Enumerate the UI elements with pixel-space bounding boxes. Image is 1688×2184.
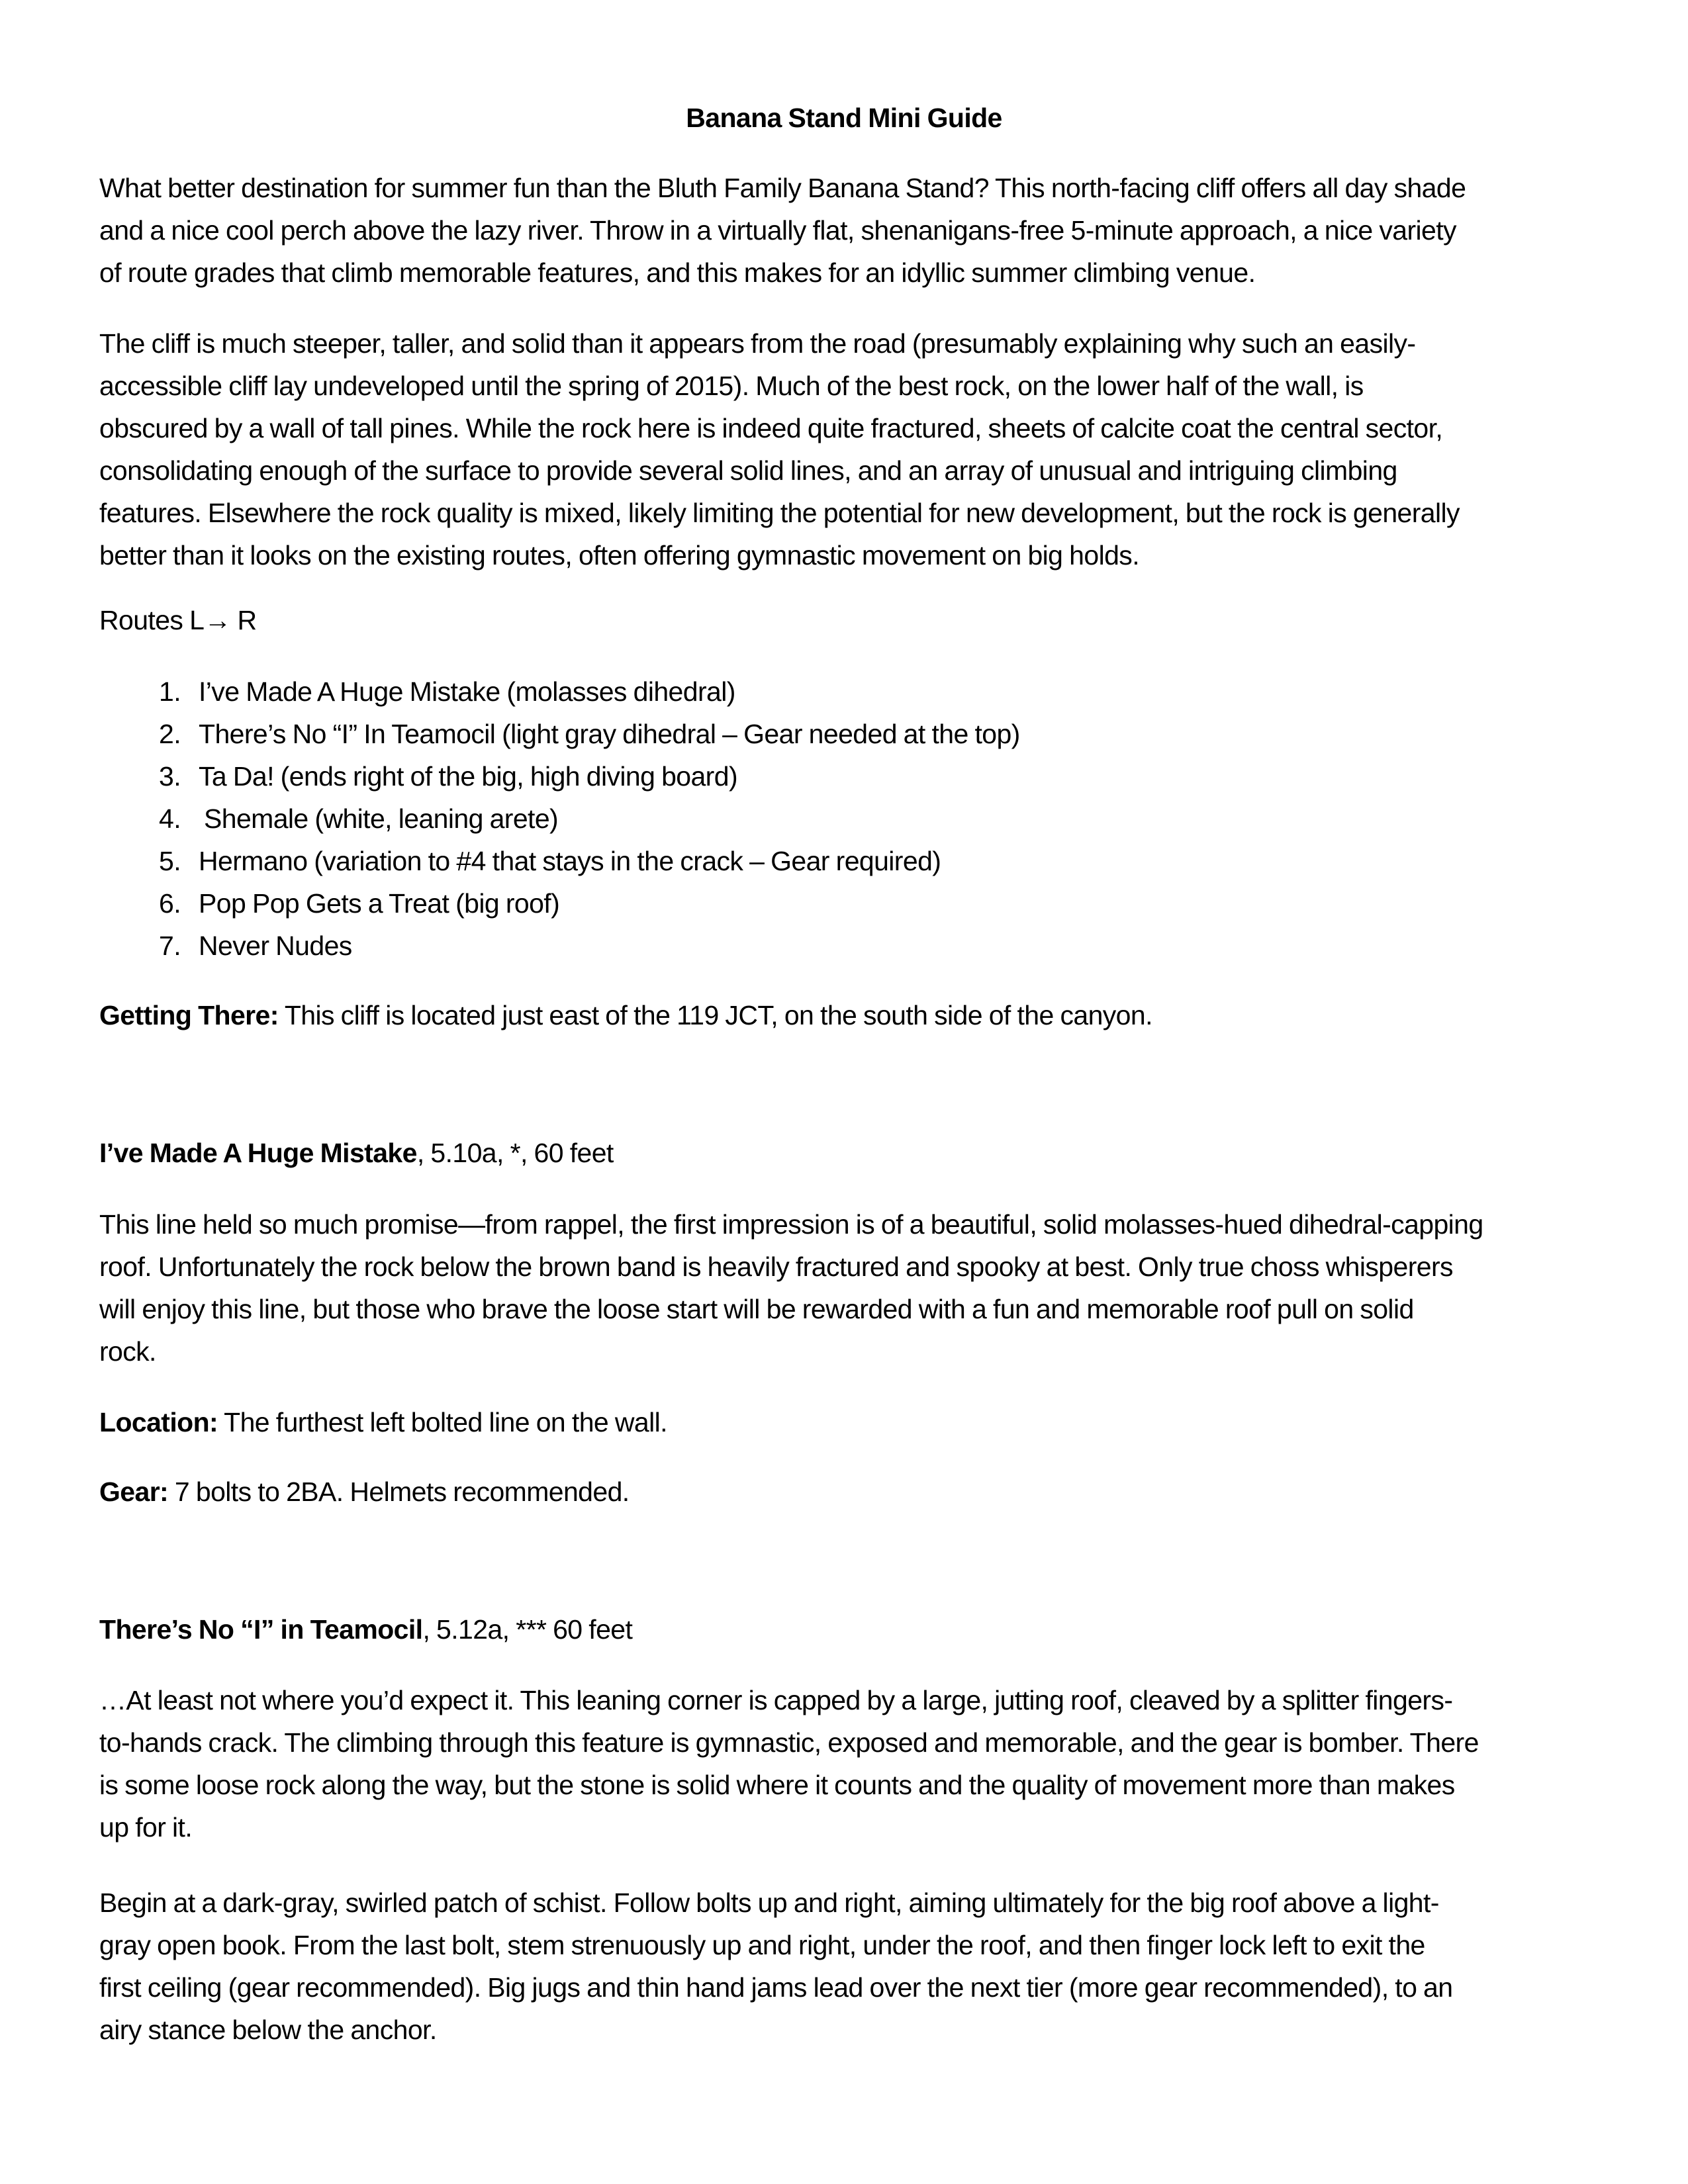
text-line: rock. [99,1336,156,1367]
list-number: 4. [159,803,181,834]
text-line: What better destination for summer fun than the Bluth Family Banana Stand? This north-facing cliff offers all day shade [99,173,1466,203]
getting-there [99,994,1589,1036]
text-line: features. Elsewhere the rock quality is mixed, likely limiting the potential for new development, but the rock is generally [99,498,1460,528]
text-line: first ceiling (gear recommended). Big jugs and thin hand jams lead over the next tier (more gear recommended), to an [99,1972,1453,2003]
list-text: Pop Pop Gets a Treat (big roof) [199,888,560,919]
list-text: Never Nudes [199,931,352,961]
location-label: Location: [99,1407,218,1437]
list-text: Hermano (variation to #4 that stays in the crack – Gear required) [199,846,941,876]
list-item [99,840,1020,882]
routes-heading [99,599,257,641]
list-number: 7. [159,931,181,961]
route-name: I’ve Made A Huge Mistake [99,1138,417,1168]
text-line: obscured by a wall of tall pines. While the rock here is indeed quite fractured, sheets of calcite coat the central sector, [99,413,1443,443]
gear-text: 7 bolts to 2BA. Helmets recommended. [168,1477,630,1507]
gear-label: Gear: [99,1477,169,1507]
list-item [99,670,1020,713]
route-2-description-2 [99,1882,1589,2051]
route-1-location [99,1401,1589,1443]
list-text: There’s No “I” In Teamocil (light gray dihedral – Gear needed at the top) [199,719,1020,749]
list-item [99,713,1020,755]
right-arrow-icon: → [204,605,231,635]
text-line: of route grades that climb memorable features, and this makes for an idyllic summer climbing venue. [99,257,1256,288]
text-line: The cliff is much steeper, taller, and solid than it appears from the road (presumably explaining why such an easily- [99,328,1416,359]
text-line: roof. Unfortunately the rock below the brown band is heavily fractured and spooky at best. Only true choss whisperers [99,1251,1453,1282]
text-line: accessible cliff lay undeveloped until the spring of 2015). Much of the best rock, on the lower half of the wall, is [99,371,1364,401]
list-number: 1. [159,676,181,707]
routes-list [99,670,1020,967]
list-number: 3. [159,761,181,792]
text-line: and a nice cool perch above the lazy river. Throw in a virtually flat, shenanigans-free 5-minute approach, a nice variety [99,215,1456,246]
text-line: …At least not where you’d expect it. This leaning corner is capped by a large, jutting roof, cleaved by a splitter fingers- [99,1685,1453,1715]
text-line: consolidating enough of the surface to provide several solid lines, and an array of unusual and intriguing climbing [99,455,1397,486]
routes-heading-suffix: R [230,605,257,635]
intro-paragraph-1 [99,167,1589,294]
text-line: up for it. [99,1812,193,1843]
route-1-description [99,1203,1589,1373]
routes-heading-prefix: Routes L [99,605,205,635]
list-item [99,925,1020,967]
route-heading-2 [99,1608,632,1651]
list-number: 5. [159,846,181,876]
text-line: to-hands crack. The climbing through this feature is gymnastic, exposed and memorable, and the gear is bomber. There [99,1727,1479,1758]
text-line: is some loose rock along the way, but the stone is solid where it counts and the quality of movement more than makes [99,1770,1455,1800]
text-line: better than it looks on the existing routes, often offering gymnastic movement on big holds. [99,540,1139,570]
getting-there-text: This cliff is located just east of the 119 JCT, on the south side of the canyon. [278,1000,1152,1030]
list-item [99,755,1020,797]
route-heading-1 [99,1132,614,1174]
route-2-description-1 [99,1679,1589,1848]
text-line: will enjoy this line, but those who brave the loose start will be rewarded with a fun and memorable roof pull on solid [99,1294,1414,1324]
text-line: This line held so much promise—from rappel, the first impression is of a beautiful, solid molasses-hued dihedral-capping [99,1209,1483,1240]
list-item [99,797,1020,840]
location-text: The furthest left bolted line on the wall. [218,1407,667,1437]
route-details: , 5.10a, *, 60 feet [416,1138,614,1168]
list-text: I’ve Made A Huge Mistake (molasses dihedral) [199,676,735,707]
page-title: Banana Stand Mini Guide [686,103,1002,133]
text-line: airy stance below the anchor. [99,2015,437,2045]
list-number: 6. [159,888,181,919]
text-line: gray open book. From the last bolt, stem strenuously up and right, under the roof, and then finger lock left to exit the [99,1930,1425,1960]
getting-there-label: Getting There: [99,1000,279,1030]
list-number: 2. [159,719,181,749]
route-1-gear [99,1471,1589,1513]
list-text: Ta Da! (ends right of the big, high diving board) [199,761,737,792]
text-line: Begin at a dark-gray, swirled patch of schist. Follow bolts up and right, aiming ultimately for the big roof above a light- [99,1888,1439,1918]
list-text: Shemale (white, leaning arete) [204,803,559,834]
route-name: There’s No “I” in Teamocil [99,1614,423,1645]
list-item [99,882,1020,925]
intro-paragraph-2 [99,322,1589,576]
route-details: , 5.12a, *** 60 feet [422,1614,633,1645]
